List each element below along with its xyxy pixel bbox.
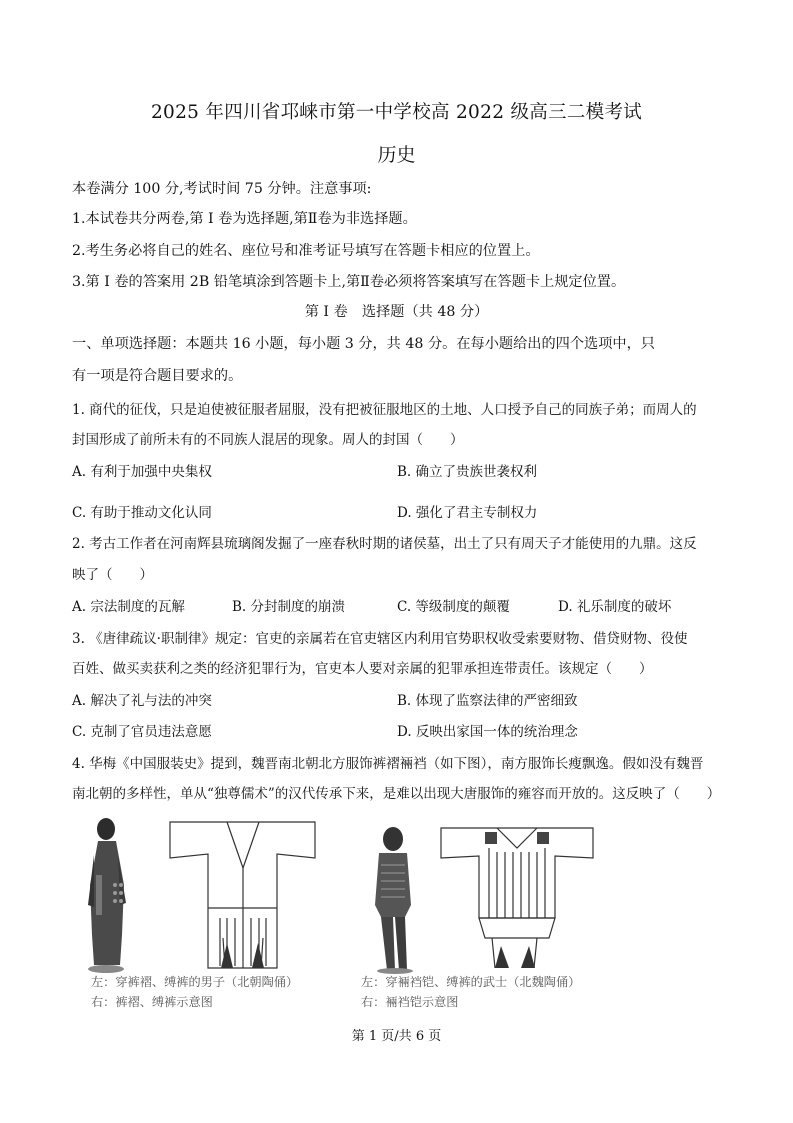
figure-caption-left: 右：裤褶、缚裤示意图 — [91, 995, 213, 1009]
q2-option-d: D. 礼乐制度的破坏 — [558, 599, 672, 615]
question-3-stem: 3. 《唐律疏议·职制律》规定：官吏的亲属若在官吏辖区内利用官势职权收受索要财物、借贷财物、役使 — [72, 631, 688, 647]
intro-line: 本卷满分 100 分,考试时间 75 分钟。注意事项: — [72, 181, 372, 197]
q3-option-b: B. 体现了监察法律的严密细致 — [397, 693, 578, 709]
exam-title: 2025 年四川省邛崃市第一中学校高 2022 级高三二模考试 — [150, 102, 643, 123]
q2-option-c: C. 等级制度的颠覆 — [397, 599, 510, 615]
q1-option-d: D. 强化了君主专制权力 — [397, 505, 538, 521]
notice-item: 2.考生务必将自己的姓名、座位号和准考证号填写在答题卡相应的位置上。 — [72, 243, 540, 259]
question-3-stem: 百姓、做买卖获利之类的经济犯罪行为，官吏本人要对亲属的犯罪承担连带责任。该规定（ ） — [72, 661, 653, 677]
notice-item: 3.第 I 卷的答案用 2B 铅笔填涂到答题卡上,第Ⅱ卷必须将答案填写在答题卡上规定位置。 — [72, 274, 626, 290]
q1-option-a: A. 有利于加强中央集权 — [72, 464, 212, 480]
question-4-stem: 南北朝的多样性，单从“独尊儒术”的汉代传承下来，是难以出现大唐服饰的雍容而开放的。这反映了（ ） — [72, 786, 721, 802]
q2-option-b: B. 分封制度的崩溃 — [232, 599, 346, 615]
question-4-stem: 4. 华梅《中国服装史》提到，魏晋南北朝北方服饰裤褶裲裆（如下图），南方服饰长瘦飘逸。假如没有魏晋 — [72, 756, 704, 772]
q3-option-c: C. 克制了官员违法意愿 — [72, 724, 212, 740]
figure-caption-right: 左：穿裲裆铠、缚裤的武士（北魏陶俑） — [361, 975, 581, 989]
subject-title: 历史 — [377, 144, 416, 166]
question-1-stem: 1. 商代的征伐，只是迫使被征服者屈服，没有把被征服地区的土地、人口授予自己的同族子弟；而周人的 — [72, 402, 697, 418]
figurine-warrior-image — [365, 825, 425, 975]
section-title: 第 I 卷 选择题（共 48 分） — [304, 304, 489, 320]
section-instruction: 一、单项选择题：本题共 16 小题，每小题 3 分，共 48 分。在每小题给出的四个选项中，只 — [72, 336, 655, 352]
question-2-stem: 映了（ ） — [72, 567, 153, 583]
q3-option-d: D. 反映出家国一体的统治理念 — [397, 724, 578, 740]
kuzhe-garment-diagram — [165, 818, 320, 973]
q3-option-a: A. 解决了礼与法的冲突 — [72, 693, 212, 709]
q2-option-a: A. 宗法制度的瓦解 — [72, 599, 185, 615]
page-number: 第 1 页/共 6 页 — [351, 1029, 442, 1044]
section-instruction: 有一项是符合题目要求的。 — [72, 368, 243, 384]
question-2-stem: 2. 考古工作者在河南辉县琉璃阁发掘了一座春秋时期的诸侯墓，出土了只有周天子才能使用的九鼎。这反 — [72, 536, 697, 552]
notice-item: 1.本试卷共分两卷,第 I 卷为选择题,第Ⅱ卷为非选择题。 — [72, 211, 417, 227]
q1-option-c: C. 有助于推动文化认同 — [72, 505, 212, 521]
liangdang-armor-diagram — [437, 818, 597, 973]
figure-caption-right: 右：裲裆铠示意图 — [361, 995, 459, 1009]
figurine-man-image — [76, 815, 156, 975]
figure-caption-left: 左：穿裤褶、缚裤的男子（北朝陶俑） — [91, 975, 299, 989]
q1-option-b: B. 确立了贵族世袭权利 — [397, 464, 538, 480]
question-1-stem: 封国形成了前所未有的不同族人混居的现象。周人的封国（ ） — [72, 432, 464, 448]
